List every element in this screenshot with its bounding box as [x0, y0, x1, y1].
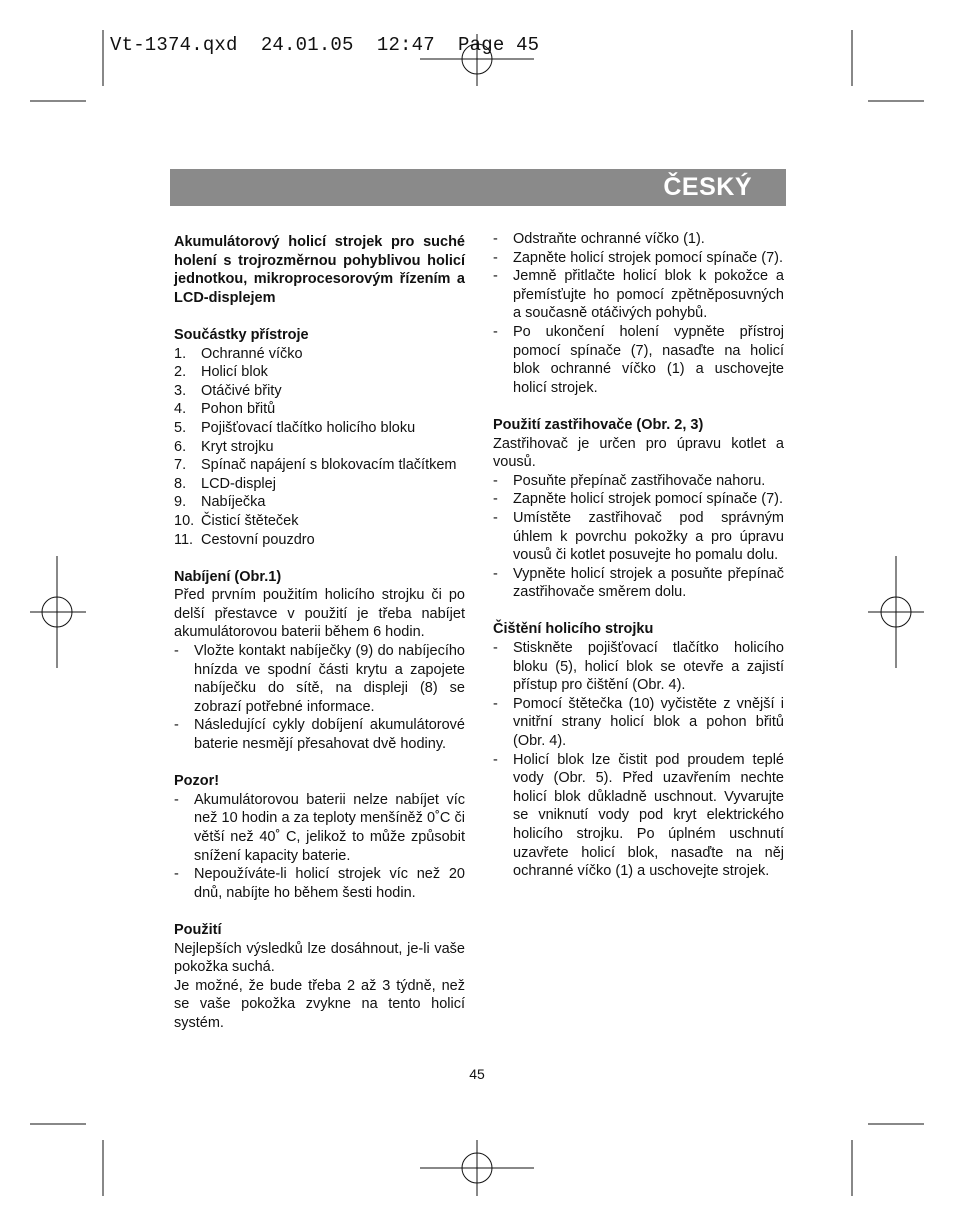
list-item: 11. Cestovní pouzdro: [174, 531, 315, 548]
list-item: 5. Pojišťovací tlačítko holicího bloku: [174, 419, 416, 436]
right-column: [493, 230, 784, 881]
language-header-band: [170, 169, 786, 206]
left-column: [174, 233, 465, 1033]
registration-mark-bottom: [420, 1140, 534, 1196]
list-item: - Stiskněte pojišťovací tlačítko holicího bloku (5), holicí blok se otevře a zajistí přístup pro čištění (Obr. 4).: [493, 639, 784, 695]
parts-list: [174, 345, 465, 550]
list-item: 9. Nabíječka: [174, 494, 266, 511]
list-item: 4. Pohon břitů: [174, 401, 276, 418]
page-number: 45: [469, 1066, 485, 1082]
list-item: - Zapněte holicí strojek pomocí spínače (7).: [493, 490, 784, 509]
list-item: - Zapněte holicí strojek pomocí spínače (7).: [493, 249, 784, 268]
list-item: - Holicí blok lze čistit pod proudem teplé vody (Obr. 5). Před uzavřením nechte holicí blok důkladně uschnout. Vyvarujte se vniknutí vody pod kryt elektrického holicího strojku. Po úplném uschnutí uzavřete holicí blok, nasaďte na něj ochranné víčko (1) a uschovejte strojek.: [493, 751, 784, 881]
list-item: 3. Otáčivé břity: [174, 382, 282, 399]
usage-list: [493, 230, 784, 397]
registration-mark-right: [868, 556, 924, 668]
list-item: 8. LCD-displej: [174, 475, 276, 492]
list-item: 7. Spínač napájení s blokovacím tlačítkem: [174, 457, 457, 474]
usage-text-1: Nejlepších výsledků lze dosáhnout, je-li vaše pokožka suchá.: [174, 940, 465, 976]
list-item: 10. Čisticí štěteček: [174, 512, 299, 529]
list-item: - Akumulátorovou baterii nelze nabíjet víc než 10 hodin a za teploty menšíněž 0˚C či větší než 40˚ C, jelikož to může způsobit snížení kapacity baterie.: [174, 791, 465, 865]
caution-heading: Pozor!: [174, 773, 220, 790]
list-item: - Odstraňte ochranné víčko (1).: [493, 230, 784, 249]
list-item: - Následující cykly dobíjení akumulátorové baterie nesmějí přesahovat dvě hodiny.: [174, 716, 465, 753]
parts-heading: Součástky přístroje: [174, 326, 309, 343]
list-item: - Jemně přitlačte holicí blok k pokožce a přemísťujte ho pomocí zpětněposuvných a současně otáčivých pohybů.: [493, 267, 784, 323]
trimmer-text: Zastřihovač je určen pro úpravu kotlet a vousů.: [493, 435, 784, 471]
product-title: Akumulátorový holicí strojek pro suché holení s trojrozměrnou pohyblivou holicí jednotkou, mikroprocesorovým řízením a LCD-displejem: [174, 234, 465, 306]
registration-mark-left: [30, 556, 86, 668]
usage-text-2: Je možné, že bude třeba 2 až 3 týdně, než se vaše pokožka zvykne na tento holicí systém.: [174, 977, 465, 1031]
caution-list: [174, 791, 465, 903]
file-slug-line: Vt-1374.qxd 24.01.05 12:47 Page 45: [110, 34, 540, 56]
list-item: - Vložte kontakt nabíječky (9) do nabíjecího hnízda ve spodní části krytu a zapojete nabíječku do sítě, na displeji (8) se zobrazí potřebné informace.: [174, 642, 465, 716]
language-title: ČESKÝ: [663, 173, 752, 201]
trimmer-heading: Použití zastřihovače (Obr. 2, 3): [493, 416, 704, 433]
cleaning-heading: Čištění holicího strojku: [493, 621, 654, 638]
list-item: 2. Holicí blok: [174, 364, 268, 381]
list-item: 6. Kryt strojku: [174, 438, 274, 455]
usage-heading: Použití: [174, 921, 222, 938]
list-item: - Umístěte zastřihovač pod správným úhlem k povrchu pokožky a pro úpravu vousů či kotlet posuvejte ho pomalu dolu.: [493, 509, 784, 565]
charging-list: [174, 642, 465, 754]
list-item: - Pomocí štětečka (10) vyčistěte z vnější i vnitřní strany holicí blok a pohon břitů (Obr. 4).: [493, 695, 784, 751]
charging-text: Před prvním použitím holicího strojku či po delší přestavce v použití je třeba nabíjet akumulátorovou baterii během 6 hodin.: [174, 587, 465, 641]
list-item: - Vypněte holicí strojek a posuňte přepínač zastřihovače směrem dolu.: [493, 565, 784, 602]
list-item: - Posuňte přepínač zastřihovače nahoru.: [493, 472, 784, 491]
list-item: - Nepoužíváte-li holicí strojek víc než 20 dnů, nabíjte ho během šesti hodin.: [174, 865, 465, 902]
list-item: - Po ukončení holení vypněte přístroj pomocí spínače (7), nasaďte na holicí blok ochranné víčko (1) a uschovejte holicí strojek.: [493, 323, 784, 397]
charging-heading: Nabíjení (Obr.1): [174, 568, 282, 585]
cleaning-list: [493, 639, 784, 881]
list-item: 1. Ochranné víčko: [174, 345, 303, 362]
trimmer-list: [493, 472, 784, 602]
